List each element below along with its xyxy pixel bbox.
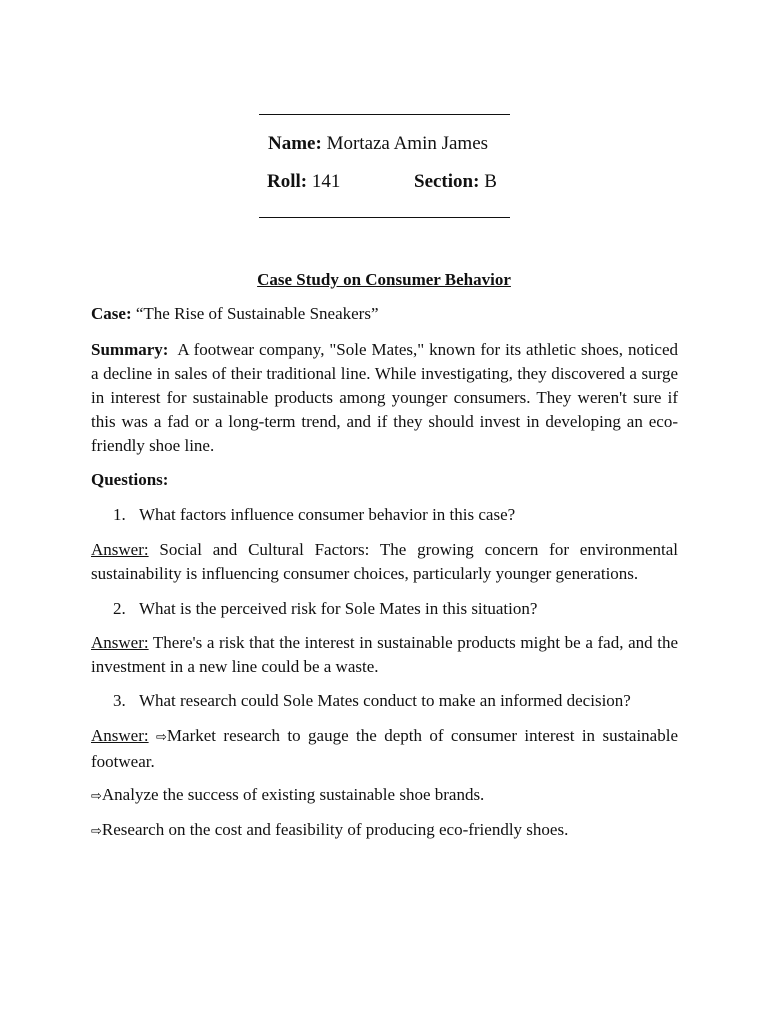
name-line [268,132,488,156]
question-item [113,597,678,621]
case-label: Case: [91,304,132,323]
answer-text: Social and Cultural Factors: The growing concern for environmental sustainability is influencing consumer choices, particularly younger generations. [91,540,678,583]
answer-label: Answer: [91,540,149,559]
arrow-icon: ⇨ [91,824,102,839]
roll-line [267,170,340,194]
question-number: 1. [113,505,126,524]
answer-label: Answer: [91,633,149,652]
summary-text: A footwear company, "Sole Mates," known for its athletic shoes, noticed a decline in sales of their traditional line. While investigating, they discovered a surge in interest for sustainable products among younger consumers. They weren't sure if this was a fad or a long-term trend, and if they should invest in developing an eco-friendly shoe line. [91,340,678,455]
question-number: 3. [113,691,126,710]
question-text: What factors influence consumer behavior in this case? [138,505,516,524]
answer-text: There's a risk that the interest in sustainable products might be a fad, and the investment in a new line could be a waste. [91,633,678,676]
section-value: B [484,171,497,192]
case-text: “The Rise of Sustainable Sneakers” [135,304,379,323]
question-text: What research could Sole Mates conduct to make an informed decision? [138,691,631,710]
answer-text: Market research to gauge the depth of consumer interest in sustainable footwear. [91,726,678,771]
question-text: What is the perceived risk for Sole Mates in this situation? [138,599,538,618]
answer-paragraph [91,538,678,586]
section-label: Section: [414,171,480,192]
answer-label: Answer: [91,726,149,745]
bullet-text: Analyze the success of existing sustainable shoe brands. [101,785,485,804]
arrow-icon: ⇨ [91,789,102,804]
case-line [91,302,678,326]
summary-paragraph [91,338,678,458]
roll-value: 141 [311,171,341,192]
questions-heading: Questions: [91,470,169,489]
bullet-point [91,818,678,844]
top-divider [259,114,510,115]
section-line [414,170,497,194]
question-item [113,689,678,713]
summary-label: Summary: [91,340,169,359]
roll-label: Roll: [267,171,308,192]
name-value: Mortaza Amin James [326,133,489,154]
document-title: Case Study on Consumer Behavior [257,270,511,289]
bullet-text: Research on the cost and feasibility of producing eco-friendly shoes. [101,820,569,839]
question-item [113,503,678,527]
question-number: 2. [113,599,126,618]
name-label: Name: [268,133,322,154]
answer-paragraph [91,724,678,774]
bottom-divider [259,217,510,218]
answer-paragraph [91,631,678,679]
arrow-icon: ⇨ [156,730,167,745]
bullet-point [91,783,678,809]
